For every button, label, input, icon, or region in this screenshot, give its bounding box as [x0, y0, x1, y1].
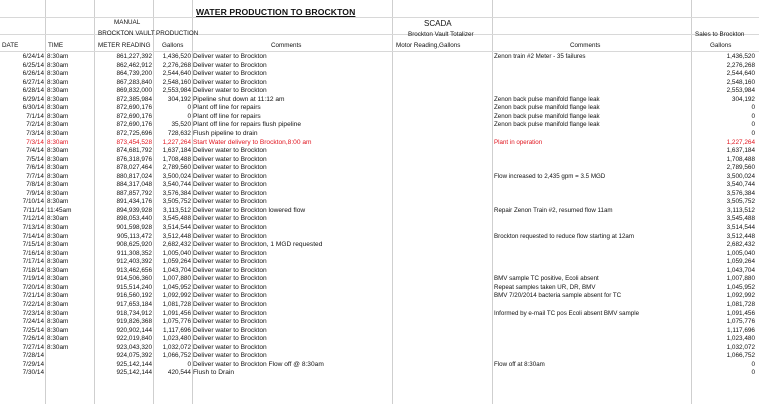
time-cell: 8:30am: [47, 258, 69, 266]
table-row: [0, 250, 759, 259]
manual-label: MANUAL: [114, 19, 141, 26]
table-row: [0, 147, 759, 156]
meter-reading-cell: 876,318,976: [116, 155, 152, 163]
table-row: [0, 207, 759, 216]
production-cell: 1,059,264: [162, 258, 191, 266]
meter-reading-cell: 887,857,792: [116, 189, 152, 197]
meter-reading-cell: 925,142,144: [116, 360, 152, 368]
date-cell: 7/23/14: [22, 309, 44, 317]
comments-header: Comments: [271, 42, 302, 49]
production-cell: 1,023,480: [162, 335, 191, 343]
sales-cell: 1,032,072: [726, 343, 755, 351]
time-cell: 8:30am: [47, 155, 69, 163]
production-cell: 1,117,696: [163, 326, 191, 334]
table-row: [0, 267, 759, 276]
time-cell: 8:30am: [47, 53, 69, 60]
date-cell: 6/29/14: [22, 95, 44, 103]
sales-cell: 1,043,704: [726, 266, 755, 274]
time-cell: 8:30am: [47, 78, 69, 86]
date-cell: 7/13/14: [22, 224, 44, 231]
production-cell: 1,032,072: [162, 343, 191, 351]
production-cell: 2,553,984: [162, 87, 191, 95]
scada-comment-cell: BMV sample TC positive, Ecoli absent: [494, 275, 599, 283]
scada-comment-cell: BMV 7/20/2014 bacteria sample absent for TC: [494, 292, 622, 300]
date-cell: 7/19/14: [22, 275, 44, 283]
sales-cell: 3,540,744: [726, 181, 755, 189]
comment-cell: Plant off line for repairs: [193, 104, 261, 112]
time-cell: 8:30am: [47, 172, 69, 180]
production-cell: 0: [187, 360, 191, 368]
date-cell: 6/30/14: [22, 104, 44, 112]
table-row: [0, 361, 759, 370]
comment-cell: Deliver water to Brockton: [193, 189, 267, 197]
sales-cell: 0: [751, 360, 755, 368]
table-row: [0, 318, 759, 327]
meter-reading-cell: 874,681,792: [116, 147, 152, 155]
date-cell: 7/20/14: [22, 283, 44, 291]
brockton-vault-label: BROCKTON VAULT: [98, 30, 155, 37]
meter-reading-cell: 867,283,840: [116, 78, 152, 86]
date-cell: 7/25/14: [22, 326, 44, 334]
production-cell: 2,544,640: [162, 70, 191, 78]
time-cell: 8:30am: [47, 189, 69, 197]
sales-cell: 0: [751, 104, 755, 112]
production-cell: 3,505,752: [162, 198, 191, 206]
table-row: [0, 224, 759, 233]
comment-cell: Deliver water to Brockton: [193, 283, 267, 291]
comment-cell: Deliver water to Brockton: [193, 164, 267, 172]
meter-reading-cell: 925,142,144: [116, 369, 152, 377]
scada-comments-header: Comments: [570, 42, 601, 49]
comment-cell: Flush to Drain: [193, 369, 235, 377]
time-cell: 8:30am: [47, 300, 69, 308]
time-cell: 8:30am: [47, 112, 69, 120]
meter-reading-cell: 872,725,696: [116, 129, 152, 137]
production-cell: 1,227,264: [162, 138, 191, 146]
scada-comment-cell: Flow increased to 2,435 gpm = 3.5 MGD: [494, 172, 606, 180]
date-header: DATE: [2, 42, 19, 49]
sales-cell: 0: [751, 369, 755, 377]
date-cell: 7/21/14: [22, 292, 44, 300]
comment-cell: Deliver water to Brockton lowered flow: [193, 206, 306, 214]
meter-reading-cell: 913,462,656: [116, 266, 152, 274]
comment-cell: Deliver water to Brockton, 1 MGD requested: [193, 241, 323, 249]
time-cell: 8:30am: [47, 164, 69, 172]
sales-cell: 1,075,776: [726, 318, 755, 326]
date-cell: 7/11/14: [23, 206, 44, 214]
production-cell: 1,066,752: [162, 352, 191, 360]
sales-cell: 1,059,264: [726, 258, 755, 266]
scada-label: SCADA: [424, 19, 452, 28]
time-cell: 8:30am: [47, 121, 69, 129]
time-cell: 8:30am: [47, 292, 69, 300]
sales-cell: 0: [751, 121, 755, 129]
production-cell: 1,043,704: [162, 266, 191, 274]
table-row: [0, 173, 759, 182]
sales-cell: 2,548,160: [726, 78, 755, 86]
table-row: [0, 284, 759, 293]
comment-cell: Deliver water to Brockton: [193, 198, 267, 206]
comment-cell: Deliver water to Brockton: [193, 275, 267, 283]
comment-cell: Deliver water to Brockton: [193, 147, 267, 155]
table-row: [0, 113, 759, 122]
comment-cell: Deliver water to Brockton: [193, 258, 267, 266]
table-row: [0, 215, 759, 224]
date-cell: 7/3/14: [26, 138, 44, 146]
comment-cell: Deliver water to Brockton: [193, 352, 267, 360]
meter-reading-cell: 905,113,472: [116, 232, 152, 240]
date-cell: 7/12/14: [22, 215, 44, 223]
comment-cell: Deliver water to Brockton Flow off @ 8:30am: [193, 360, 324, 368]
grid-line: [0, 17, 759, 18]
meter-reading-cell: 872,385,984: [116, 95, 152, 103]
meter-reading-cell: 911,308,352: [116, 249, 152, 257]
sales-cell: 3,576,384: [726, 189, 755, 197]
sales-cell: 1,081,728: [726, 300, 755, 308]
gallons-header: Gallons: [162, 42, 184, 49]
production-cell: 1,081,728: [162, 300, 191, 308]
comment-cell: Plant off line for repairs flush pipeline: [193, 121, 302, 129]
date-cell: 7/4/14: [26, 147, 44, 155]
scada-comment-cell: Informed by e-mail TC pos Ecoli absent BMV sample: [494, 309, 640, 317]
date-cell: 6/26/14: [22, 70, 44, 78]
time-cell: 8:30am: [47, 147, 69, 155]
sales-cell: 3,545,488: [726, 215, 755, 223]
meter-reading-cell: 861,227,392: [116, 53, 152, 60]
scada-comment-cell: Zenon train #2 Meter - 35 failures: [494, 53, 586, 60]
scada-comment-cell: Flow off at 8:30am: [494, 360, 545, 368]
production-cell: 1,436,520: [162, 53, 191, 60]
date-cell: 7/10/14: [22, 198, 44, 206]
sales-cell: 2,544,640: [726, 70, 755, 78]
date-cell: 7/24/14: [22, 318, 44, 326]
comment-cell: Deliver water to Brockton: [193, 326, 267, 334]
meter-reading-cell: 884,317,048: [116, 181, 152, 189]
date-cell: 7/26/14: [22, 335, 44, 343]
production-cell: 2,789,560: [162, 164, 191, 172]
date-cell: 7/1/14: [26, 112, 44, 120]
comment-cell: Deliver water to Brockton: [193, 292, 267, 300]
date-cell: 6/25/14: [22, 61, 44, 69]
production-cell: 2,548,160: [162, 78, 191, 86]
table-row: [0, 310, 759, 319]
table-row: [0, 335, 759, 344]
production-cell: 1,708,488: [162, 155, 191, 163]
table-row: [0, 233, 759, 242]
date-cell: 7/9/14: [26, 189, 44, 197]
grid-line: [0, 51, 759, 52]
date-cell: 7/27/14: [22, 343, 44, 351]
production-cell: 0: [187, 104, 191, 112]
sales-header: Sales to Brockton: [695, 31, 745, 38]
comment-cell: Deliver water to Brockton: [193, 224, 267, 231]
production-cell: 3,545,488: [162, 215, 191, 223]
production-cell: 35,520: [171, 121, 191, 129]
date-cell: 7/2/14: [26, 121, 44, 129]
production-cell: 1,091,456: [162, 309, 191, 317]
table-row: [0, 181, 759, 190]
time-cell: 8:30am: [47, 104, 69, 112]
date-cell: 6/24/14: [22, 53, 44, 60]
meter-reading-header: METER READING: [98, 42, 151, 49]
sales-cell: 1,007,880: [726, 275, 755, 283]
comment-cell: Deliver water to Brockton: [193, 78, 267, 86]
sales-cell: 1,637,184: [726, 147, 755, 155]
production-cell: 1,637,184: [162, 147, 191, 155]
sales-cell: 2,276,268: [726, 61, 755, 69]
comment-cell: Start Water delivery to Brockton,8:00 am: [193, 138, 312, 146]
production-cell: 304,192: [167, 95, 191, 103]
comment-cell: Deliver water to Brockton: [193, 343, 267, 351]
sales-cell: 304,192: [731, 95, 755, 103]
time-cell: 8:30am: [47, 198, 69, 206]
sales-cell: 1,045,952: [726, 283, 755, 291]
sales-cell: 1,227,264: [726, 138, 755, 146]
meter-reading-cell: 872,690,176: [116, 112, 152, 120]
meter-reading-cell: 898,053,440: [116, 215, 152, 223]
comment-cell: Deliver water to Brockton: [193, 70, 267, 78]
sales-gallons-header: Gallons: [710, 42, 732, 49]
comment-cell: Deliver water to Brockton: [193, 215, 267, 223]
time-cell: 8:30am: [47, 309, 69, 317]
table-row: [0, 258, 759, 267]
scada-comment-cell: Zenon back pulse manifold flange leak: [494, 104, 600, 112]
time-cell: 8:30am: [47, 95, 69, 103]
date-cell: 7/5/14: [26, 155, 44, 163]
production-cell: 728,632: [167, 129, 191, 137]
meter-reading-cell: 923,043,320: [116, 343, 152, 351]
time-cell: 8:30am: [47, 343, 69, 351]
table-row: [0, 369, 759, 378]
sales-cell: 0: [751, 112, 755, 120]
table-row: [0, 156, 759, 165]
time-cell: 8:30am: [47, 266, 69, 274]
production-cell: 3,576,384: [162, 189, 191, 197]
comment-cell: Deliver water to Brockton: [193, 172, 267, 180]
scada-comment-cell: Repeat samples taken UR, DR, BMV: [494, 283, 596, 291]
sales-cell: 1,092,992: [726, 292, 755, 300]
scada-reading-header: Motor Reading,Gallons: [396, 42, 461, 49]
time-cell: 8:30am: [47, 283, 69, 291]
sales-cell: 1,708,488: [726, 155, 755, 163]
time-cell: 8:30am: [47, 224, 69, 231]
sales-cell: 3,514,544: [726, 224, 755, 231]
sales-cell: 2,789,560: [726, 164, 755, 172]
time-cell: 8:30am: [47, 181, 69, 189]
meter-reading-cell: 917,653,184: [116, 300, 152, 308]
meter-reading-cell: 914,506,360: [116, 275, 152, 283]
meter-reading-cell: 924,075,392: [116, 352, 152, 360]
time-cell: 8:30am: [47, 87, 69, 95]
table-row: [0, 190, 759, 199]
table-row: [0, 87, 759, 96]
production-label: PRODUCTION: [156, 30, 199, 37]
meter-reading-cell: 901,598,928: [116, 224, 152, 231]
table-row: [0, 104, 759, 113]
production-cell: 1,075,776: [162, 318, 191, 326]
sales-cell: 1,023,480: [726, 335, 755, 343]
meter-reading-cell: 915,514,240: [116, 283, 152, 291]
table-row: [0, 96, 759, 105]
sales-cell: 1,066,752: [726, 352, 755, 360]
time-cell: 8:30am: [47, 275, 69, 283]
production-cell: 3,113,512: [163, 206, 191, 214]
date-cell: 7/16/14: [22, 249, 44, 257]
date-cell: 7/14/14: [22, 232, 44, 240]
comment-cell: Deliver water to Brockton: [193, 318, 267, 326]
production-cell: 2,276,268: [162, 61, 191, 69]
date-cell: 7/29/14: [22, 360, 44, 368]
date-cell: 7/30/14: [22, 369, 44, 377]
table-row: [0, 292, 759, 301]
time-cell: 8:30am: [47, 335, 69, 343]
meter-reading-cell: 873,454,528: [116, 138, 152, 146]
comment-cell: Deliver water to Brockton: [193, 53, 267, 60]
meter-reading-cell: 912,403,392: [116, 258, 152, 266]
production-cell: 1,045,952: [162, 283, 191, 291]
date-cell: 6/28/14: [22, 87, 44, 95]
meter-reading-cell: 908,625,920: [116, 241, 152, 249]
comment-cell: Deliver water to Brockton: [193, 155, 267, 163]
scada-comment-cell: Repair Zenon Train #2, resumed flow 11am: [494, 206, 613, 214]
comment-cell: Pipeline shut down at 11:12 am: [193, 95, 285, 103]
sales-cell: 1,117,696: [727, 326, 755, 334]
date-cell: 7/28/14: [22, 352, 44, 360]
comment-cell: Flush pipeline to drain: [193, 129, 258, 137]
table-row: [0, 198, 759, 207]
sales-cell: 1,091,456: [726, 309, 755, 317]
comment-cell: Deliver water to Brockton: [193, 266, 267, 274]
scada-comment-cell: Zenon back pulse manifold flange leak: [494, 121, 600, 129]
time-cell: 8:30am: [47, 138, 69, 146]
date-cell: 6/27/14: [22, 78, 44, 86]
production-cell: 2,682,432: [162, 241, 191, 249]
sales-cell: 3,113,512: [727, 206, 755, 214]
meter-reading-cell: 920,902,144: [116, 326, 152, 334]
sales-cell: 1,005,040: [726, 249, 755, 257]
date-cell: 7/18/14: [22, 266, 44, 274]
table-row: [0, 241, 759, 250]
comment-cell: Plant off line for repairs: [193, 112, 261, 120]
time-header: TIME: [48, 42, 64, 49]
time-cell: 8:30am: [47, 70, 69, 78]
date-cell: 7/7/14: [26, 172, 44, 180]
meter-reading-cell: 918,734,912: [116, 309, 152, 317]
production-cell: 3,540,744: [162, 181, 191, 189]
time-cell: 8:30am: [47, 326, 69, 334]
table-row: [0, 130, 759, 139]
meter-reading-cell: 862,462,912: [116, 61, 152, 69]
production-cell: 0: [187, 112, 191, 120]
comment-cell: Deliver water to Brockton: [193, 249, 267, 257]
production-cell: 420,544: [167, 369, 191, 377]
production-cell: 1,007,880: [162, 275, 191, 283]
date-cell: 7/8/14: [26, 181, 44, 189]
table-row: [0, 164, 759, 173]
meter-reading-cell: 919,826,368: [116, 318, 152, 326]
meter-reading-cell: 922,019,840: [116, 335, 152, 343]
date-cell: 7/15/14: [22, 241, 44, 249]
table-row: [0, 121, 759, 130]
sales-cell: 3,512,448: [726, 232, 755, 240]
table-row: [0, 327, 759, 336]
table-row: [0, 79, 759, 88]
time-cell: 8:30am: [47, 241, 69, 249]
comment-cell: Deliver water to Brockton: [193, 61, 267, 69]
date-cell: 7/6/14: [26, 164, 44, 172]
comment-cell: Deliver water to Brockton: [193, 181, 267, 189]
table-row: [0, 275, 759, 284]
production-cell: 1,005,040: [162, 249, 191, 257]
time-cell: 11:45am: [47, 206, 72, 214]
date-cell: 7/3/14: [26, 129, 44, 137]
comment-cell: Deliver water to Brockton: [193, 87, 267, 95]
meter-reading-cell: 880,817,024: [116, 172, 152, 180]
meter-reading-cell: 872,690,176: [116, 121, 152, 129]
scada-comment-cell: Plant in operation: [494, 138, 543, 146]
meter-reading-cell: 894,939,928: [116, 206, 152, 214]
meter-reading-cell: 891,434,176: [116, 198, 152, 206]
meter-reading-cell: 878,027,464: [116, 164, 152, 172]
sales-cell: 3,505,752: [726, 198, 755, 206]
table-row: [0, 301, 759, 310]
page-title: WATER PRODUCTION TO BROCKTON: [196, 7, 356, 17]
table-row: [0, 344, 759, 353]
meter-reading-cell: 872,690,176: [116, 104, 152, 112]
sales-cell: 1,436,520: [726, 53, 755, 60]
time-cell: 8:30am: [47, 249, 69, 257]
sales-cell: 0: [751, 129, 755, 137]
time-cell: 8:30am: [47, 232, 69, 240]
date-cell: 7/22/14: [22, 300, 44, 308]
meter-reading-cell: 869,832,000: [116, 87, 152, 95]
table-row: [0, 352, 759, 361]
sales-cell: 3,500,024: [726, 172, 755, 180]
comment-cell: Deliver water to Brockton: [193, 232, 267, 240]
scada-comment-cell: Brockton requested to reduce flow starting at 12am: [494, 232, 634, 240]
production-cell: 3,500,024: [162, 172, 191, 180]
time-cell: 8:30am: [47, 61, 69, 69]
production-cell: 3,514,544: [162, 224, 191, 231]
table-row: [0, 70, 759, 79]
date-cell: 7/17/14: [22, 258, 44, 266]
comment-cell: Deliver water to Brockton: [193, 309, 267, 317]
comment-cell: Deliver water to Brockton: [193, 335, 267, 343]
meter-reading-cell: 864,739,200: [116, 70, 152, 78]
time-cell: 8:30am: [47, 215, 69, 223]
table-row: [0, 139, 759, 148]
scada-comment-cell: Zenon back pulse manifold flange leak: [494, 112, 600, 120]
table-row: [0, 62, 759, 71]
comment-cell: Deliver water to Brockton: [193, 300, 267, 308]
production-cell: 1,092,992: [162, 292, 191, 300]
time-cell: 8:30am: [47, 129, 69, 137]
sales-cell: 2,553,984: [726, 87, 755, 95]
table-row: [0, 53, 759, 62]
meter-reading-cell: 916,560,192: [116, 292, 152, 300]
scada-comment-cell: Zenon back pulse manifold flange leak: [494, 95, 600, 103]
time-cell: 8:30am: [47, 318, 69, 326]
scada-totalizer-header: Brockton Vault Totalizer: [408, 31, 474, 38]
sales-cell: 2,682,432: [726, 241, 755, 249]
production-cell: 3,512,448: [162, 232, 191, 240]
